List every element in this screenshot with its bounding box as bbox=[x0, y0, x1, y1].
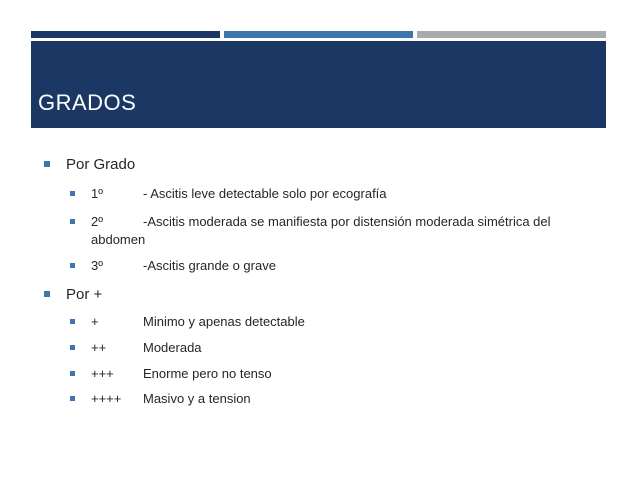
square-bullet-icon bbox=[44, 161, 50, 167]
square-bullet-icon bbox=[44, 291, 50, 297]
square-bullet-icon bbox=[70, 219, 75, 224]
square-bullet-icon bbox=[70, 371, 75, 376]
grade-description: Moderada bbox=[143, 340, 202, 355]
square-bullet-icon bbox=[70, 263, 75, 268]
grade-description: -Ascitis grande o grave bbox=[143, 258, 276, 273]
grade-key: 2º bbox=[91, 214, 103, 229]
grade-description: Enorme pero no tenso bbox=[143, 366, 272, 381]
grade-key: 3º bbox=[91, 258, 103, 273]
square-bullet-icon bbox=[70, 345, 75, 350]
section-heading-por-plus: Por + bbox=[66, 286, 103, 303]
grade-description: Masivo y a tension bbox=[143, 391, 251, 406]
grade-description-continued: abdomen bbox=[91, 232, 146, 247]
square-bullet-icon bbox=[70, 191, 75, 196]
grade-description: - Ascitis leve detectable solo por ecografía bbox=[143, 186, 387, 201]
grade-key: + bbox=[91, 314, 99, 329]
slide-title: GRADOS bbox=[38, 90, 137, 115]
grade-key: 1º bbox=[91, 186, 103, 201]
square-bullet-icon bbox=[70, 319, 75, 324]
grade-description: -Ascitis moderada se manifiesta por distensión moderada simétrica del bbox=[143, 214, 551, 229]
grade-key: ++++ bbox=[91, 391, 122, 406]
grade-key: +++ bbox=[91, 366, 114, 381]
grade-description: Minimo y apenas detectable bbox=[143, 314, 305, 329]
square-bullet-icon bbox=[70, 396, 75, 401]
grade-key: ++ bbox=[91, 340, 107, 355]
section-heading-por-grado: Por Grado bbox=[66, 156, 136, 173]
